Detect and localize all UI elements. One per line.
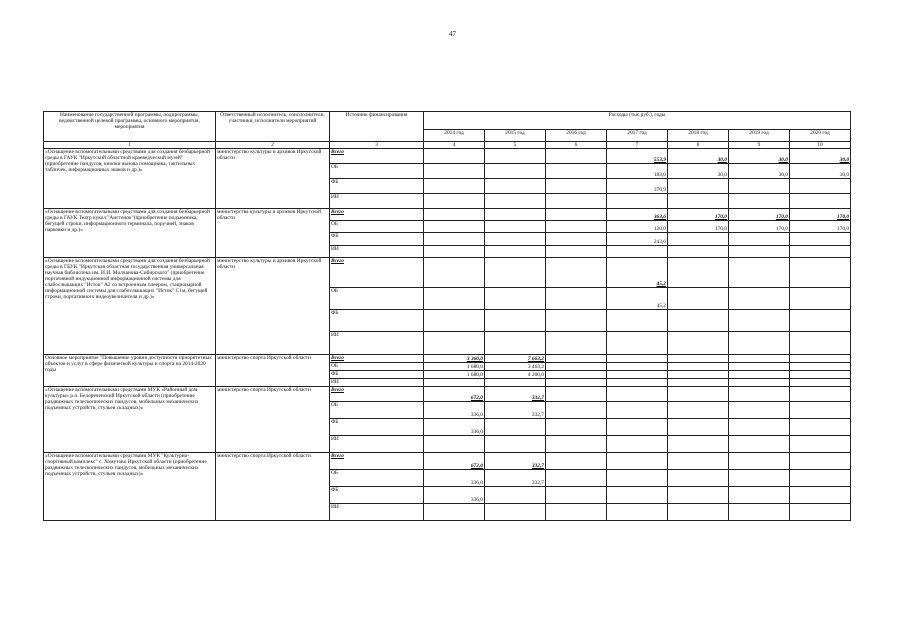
amount-cell [668,453,729,470]
header-source: Источник финансирования [330,112,424,142]
amount-cell [546,387,607,402]
column-number: 10 [790,142,851,149]
amount-cell [668,179,729,194]
amount-cell [607,332,668,355]
amount-cell [546,149,607,164]
amount-cell [729,419,790,436]
amount-cell [729,288,790,310]
amount-cell [607,194,668,209]
amount-cell [546,179,607,194]
amount-cell [668,310,729,332]
amount-cell [546,164,607,179]
amount-cell [668,194,729,209]
measure-name: Основное мероприятие "Повышение уровня доступности приоритетных объектов и услуг в сфере физической культуры и спорта на 2014-2020 годы [44,355,216,387]
amount-cell [546,194,607,209]
amount-cell: 1 680,0 [424,363,485,371]
amount-cell [729,179,790,194]
header-year: 2020 год [790,130,851,142]
measure-name: «Оснащение вспомогательными средствами МУК "Культурно-спортивный комплекс" с. Хомутово Иркутской области (приобретение раздвижных телескопических пандусов, мобильных механических подъемных устройств, стульев складных)» [44,453,216,521]
amount-cell [607,355,668,363]
amount-cell [790,436,851,453]
amount-cell [729,436,790,453]
amount-cell: 170,0 [790,209,851,221]
amount-cell [485,487,546,504]
amount-cell [485,209,546,221]
amount-cell: 336,0 [424,487,485,504]
amount-cell [424,246,485,258]
amount-cell [607,387,668,402]
amount-cell: 332,7 [485,402,546,419]
header-name: Наименование государственной программы, подпрограммы, ведомственной целевой программы, основного мероприятия, мероприятия [44,112,216,142]
funding-source: Всего [330,387,424,402]
funding-source: ИИ [330,379,424,387]
amount-cell [485,164,546,179]
amount-cell [668,288,729,310]
amount-cell [729,379,790,387]
amount-cell [607,453,668,470]
amount-cell [729,355,790,363]
amount-cell: 336,0 [424,402,485,419]
amount-cell: 332,7 [485,470,546,487]
amount-cell: 30,0 [790,164,851,179]
amount-cell [607,246,668,258]
amount-cell: 332,7 [485,387,546,402]
amount-cell [729,487,790,504]
amount-cell [546,246,607,258]
funding-source: Всего [330,149,424,164]
header-expenses: Расходы (тыс.руб.), годы [424,112,851,130]
amount-cell [424,194,485,209]
amount-cell: 30,0 [668,149,729,164]
amount-cell [607,379,668,387]
funding-source: ОБ [330,470,424,487]
budget-table [43,111,851,521]
amount-cell [790,453,851,470]
amount-cell: 170,0 [729,221,790,233]
table-row [44,258,851,288]
amount-cell [790,371,851,379]
amount-cell [485,149,546,164]
amount-cell [790,379,851,387]
funding-source: ИИ [330,194,424,209]
amount-cell [790,487,851,504]
amount-cell [424,436,485,453]
amount-cell [790,363,851,371]
amount-cell: 336,0 [424,470,485,487]
amount-cell [546,221,607,233]
amount-cell [729,310,790,332]
funding-source: Всего [330,355,424,363]
amount-cell [790,504,851,521]
amount-cell [668,258,729,288]
funding-source: Всего [330,258,424,288]
funding-source: ИИ [330,332,424,355]
column-number: 4 [424,142,485,149]
column-number: 9 [729,142,790,149]
column-number: 5 [485,142,546,149]
amount-cell [485,436,546,453]
table-row [44,387,851,402]
amount-cell [668,332,729,355]
amount-cell [790,419,851,436]
amount-cell [607,470,668,487]
funding-source: ОБ [330,363,424,371]
amount-cell [790,258,851,288]
header-year: 2019 год [729,130,790,142]
amount-cell: 120,0 [607,221,668,233]
amount-cell [668,379,729,387]
header-year: 2014 год [424,130,485,142]
amount-cell: 30,0 [729,149,790,164]
amount-cell [546,288,607,310]
responsible-executor: министерство культуры и архивов Иркутской области [216,258,330,355]
header-year: 2016 год [546,130,607,142]
column-number: 3 [330,142,424,149]
amount-cell [485,179,546,194]
funding-source: ОБ [330,288,424,310]
amount-cell [546,504,607,521]
header-responsible: Ответственный исполнитель, соисполнители, участники, исполнители мероприятий [216,112,330,142]
amount-cell [485,419,546,436]
amount-cell [729,246,790,258]
column-number: 1 [44,142,216,149]
page-number: 47 [449,30,456,38]
amount-cell [607,371,668,379]
funding-source: ОБ [330,221,424,233]
amount-cell [607,504,668,521]
amount-cell [790,402,851,419]
measure-name: «Оснащение вспомогательными средствами для создания безбарьерной среды в ГАУК Театр кукол "Аистенок"(приобретение подъемника, бегущей строки, информационного терминала, поручней, знаков парковки и др.)» [44,209,216,258]
amount-cell [729,453,790,470]
amount-cell: 336,0 [424,419,485,436]
amount-cell [546,470,607,487]
amount-cell [424,221,485,233]
amount-cell [546,419,607,436]
amount-cell: 45,2 [607,258,668,288]
amount-cell [546,371,607,379]
amount-cell [790,332,851,355]
amount-cell: 3 360,0 [424,355,485,363]
amount-cell [424,164,485,179]
amount-cell: 7 663,2 [485,355,546,363]
amount-cell: 45,2 [607,288,668,310]
measure-name: «Оснащение вспомогательными средствами для создания безбарьерной среды в ГБУК "Иркутская областная государственная универсальная научная библиотека им. И.И. Молчанова-Сибирского" (приобретение портативной индукционной информационной системы для слабослышащих "Исток" А2 со встроенным плеером, стационарной информационной системы для слабослышащих "Исток" С1м, бегущей строки, портативного видеоувеличителя и др.)» [44,258,216,355]
amount-cell [607,436,668,453]
amount-cell [546,436,607,453]
amount-cell: 553,9 [607,149,668,164]
amount-cell [668,355,729,363]
amount-cell [790,387,851,402]
amount-cell [607,363,668,371]
amount-cell: 170,0 [668,221,729,233]
amount-cell [546,402,607,419]
amount-cell [485,221,546,233]
funding-source: ИИ [330,504,424,521]
amount-cell [668,436,729,453]
amount-cell [729,470,790,487]
measure-name: «Оснащение вспомогательными средствами МУК «Районный дом культуры» р.п. Белореченский Иркутской области (приобретение раздвижных телескопических пандусов, мобильных механических подъемных устройств, стульев складных)» [44,387,216,453]
amount-cell [424,310,485,332]
amount-cell: 170,0 [668,209,729,221]
amount-cell [607,487,668,504]
amount-cell: 363,6 [607,209,668,221]
amount-cell [546,258,607,288]
amount-cell [668,470,729,487]
header-year: 2015 год [485,130,546,142]
amount-cell [668,371,729,379]
header-year: 2017 год [607,130,668,142]
amount-cell [485,194,546,209]
funding-source: ИИ [330,436,424,453]
amount-cell [424,179,485,194]
amount-cell [485,258,546,288]
header-year: 2018 год [668,130,729,142]
funding-source: Всего [330,453,424,470]
amount-cell: 183,0 [607,164,668,179]
amount-cell [424,149,485,164]
amount-cell [790,246,851,258]
funding-source: Всего [330,209,424,221]
funding-source: ФБ [330,233,424,246]
amount-cell [424,379,485,387]
amount-cell [607,419,668,436]
amount-cell [546,379,607,387]
amount-cell [485,233,546,246]
amount-cell: 1 680,0 [424,371,485,379]
amount-cell [424,504,485,521]
funding-source: ФБ [330,371,424,379]
amount-cell [668,419,729,436]
amount-cell [729,371,790,379]
amount-cell [485,332,546,355]
amount-cell [790,233,851,246]
amount-cell: 3 463,2 [485,363,546,371]
amount-cell [790,194,851,209]
funding-source: ФБ [330,487,424,504]
funding-source: ФБ [330,310,424,332]
table-row [44,149,851,164]
amount-cell [729,387,790,402]
amount-cell [790,179,851,194]
amount-cell [546,209,607,221]
amount-cell [790,470,851,487]
amount-cell [729,194,790,209]
column-number: 2 [216,142,330,149]
amount-cell [546,355,607,363]
table-row [44,209,851,221]
amount-cell [546,332,607,355]
amount-cell: 30,0 [729,164,790,179]
responsible-executor: министерство культуры и архивов Иркутской области [216,149,330,209]
amount-cell [607,310,668,332]
amount-cell [729,233,790,246]
amount-cell: 4 200,0 [485,371,546,379]
amount-cell: 30,0 [668,164,729,179]
column-number: 7 [607,142,668,149]
amount-cell: 30,0 [790,149,851,164]
amount-cell [668,387,729,402]
amount-cell [790,355,851,363]
amount-cell [485,246,546,258]
amount-cell [546,363,607,371]
responsible-executor: министерство спорта Иркутской области [216,355,330,387]
responsible-executor: министерства культуры и архивов Иркутской области [216,209,330,258]
amount-cell [424,258,485,288]
amount-cell: 672,0 [424,387,485,402]
amount-cell [790,288,851,310]
amount-cell [668,246,729,258]
responsible-executor: министерство спорта Иркутской области [216,453,330,521]
responsible-executor: министерство спорта Иркутской области [216,387,330,453]
amount-cell [729,504,790,521]
amount-cell [546,310,607,332]
funding-source: ФБ [330,179,424,194]
amount-cell [729,363,790,371]
amount-cell [729,258,790,288]
table-row [44,355,851,363]
amount-cell [424,288,485,310]
amount-cell [546,233,607,246]
amount-cell [424,332,485,355]
funding-source: ФБ [330,419,424,436]
amount-cell: 332,7 [485,453,546,470]
amount-cell [668,402,729,419]
amount-cell [424,209,485,221]
amount-cell [729,332,790,355]
amount-cell [668,487,729,504]
amount-cell [790,310,851,332]
amount-cell [546,487,607,504]
measure-name: «Оснащение вспомогательными средствами для создания безбарьерной среды в ГАУК "Иркутский областной краеведческий музей" (приобретение пандусов, кнопки вызова помощника, тактильных табличек, информационных знаков и др.)» [44,149,216,209]
column-number: 8 [668,142,729,149]
amount-cell [485,288,546,310]
amount-cell [729,402,790,419]
amount-cell: 672,0 [424,453,485,470]
amount-cell [668,504,729,521]
amount-cell [546,453,607,470]
amount-cell [668,233,729,246]
amount-cell [668,363,729,371]
amount-cell: 243,6 [607,233,668,246]
funding-source: ОБ [330,164,424,179]
column-number: 6 [546,142,607,149]
amount-cell [485,504,546,521]
amount-cell [424,233,485,246]
amount-cell: 170,0 [790,221,851,233]
amount-cell: 370,9 [607,179,668,194]
amount-cell: 170,0 [729,209,790,221]
funding-source: ОБ [330,402,424,419]
funding-source: ИИ [330,246,424,258]
table-row [44,453,851,470]
amount-cell [607,402,668,419]
amount-cell [485,310,546,332]
amount-cell [485,379,546,387]
